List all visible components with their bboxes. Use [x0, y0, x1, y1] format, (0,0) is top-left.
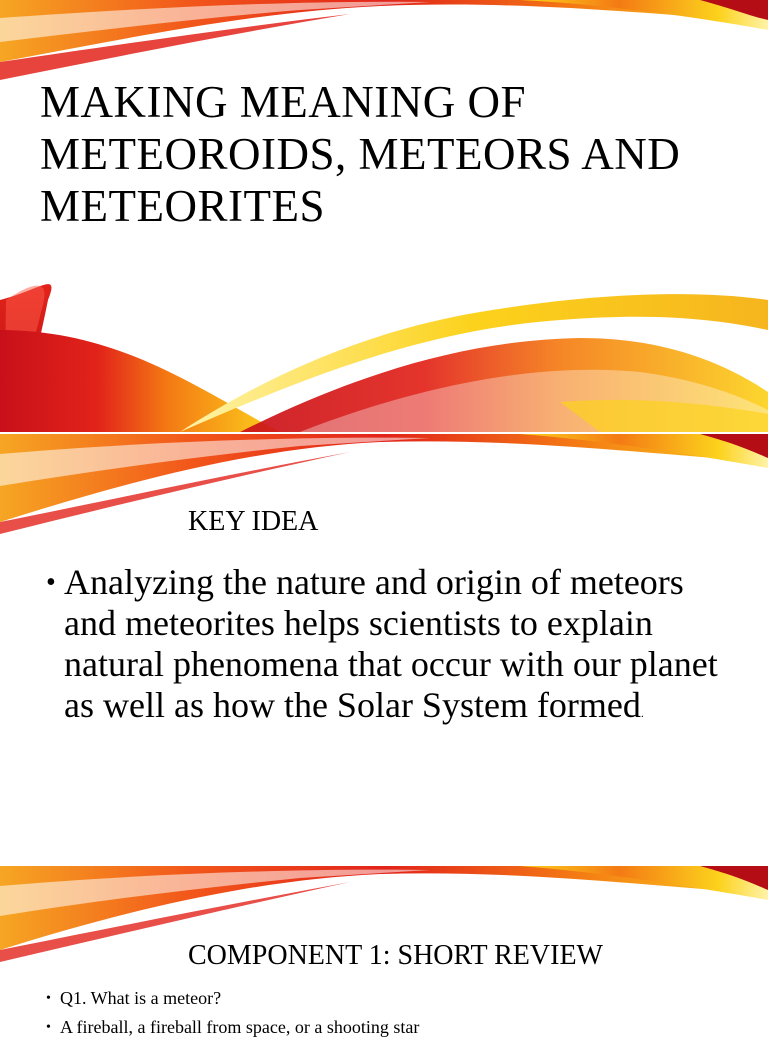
slide-title: MAKING MEANING OF METEOROIDS, METEORS AND METEORITES [40, 77, 681, 231]
slide-heading: COMPONENT 1: SHORT REVIEW [188, 940, 603, 971]
bullet-text: Analyzing the nature and origin of meteors and meteorites helps scientists to explain natural phenomena that occur with our planet as well as how the Solar System formed [64, 562, 718, 725]
bullet-end: . [640, 706, 644, 720]
bullet-content [46, 562, 736, 734]
review-list [46, 984, 746, 1042]
title-slide [0, 0, 768, 432]
key-idea-slide [0, 434, 768, 864]
list-item: • Q1. What is a meteor? [46, 984, 746, 1013]
bullet-icon: • [46, 567, 56, 598]
slide-heading: KEY IDEA [188, 506, 319, 537]
list-item: • A fireball, a fireball from space, or a shooting star [46, 1013, 746, 1042]
short-review-slide [0, 866, 768, 1037]
key-idea-bullet [46, 562, 736, 734]
